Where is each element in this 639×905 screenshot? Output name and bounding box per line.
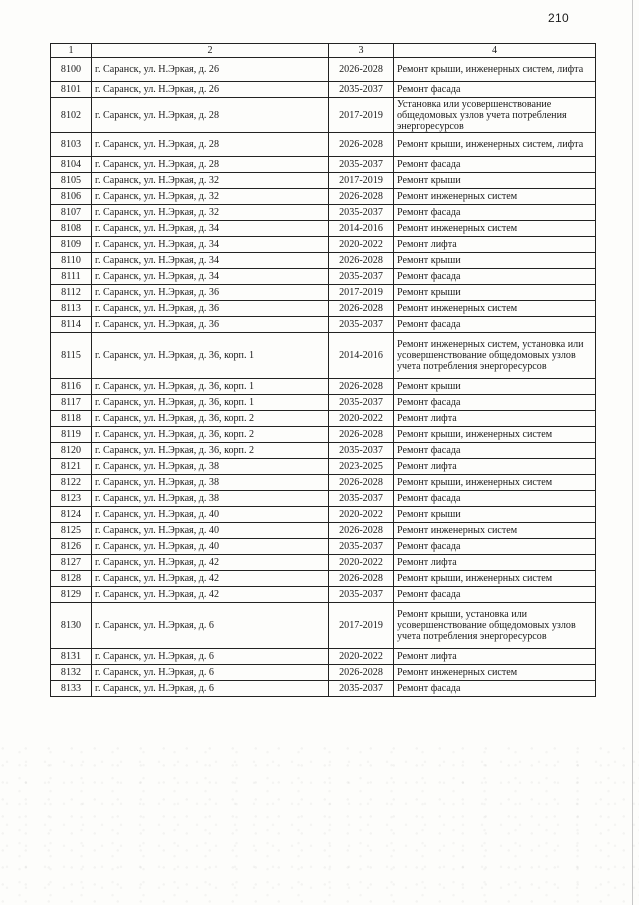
- row-period: 2035-2037: [329, 395, 394, 411]
- row-number: 8133: [51, 681, 92, 697]
- row-work-type: Ремонт инженерных систем: [394, 189, 596, 205]
- row-period: 2020-2022: [329, 507, 394, 523]
- row-work-type: Ремонт фасада: [394, 539, 596, 555]
- row-address: г. Саранск, ул. Н.Эркая, д. 42: [92, 555, 329, 571]
- row-number: 8129: [51, 587, 92, 603]
- table-row: [51, 459, 596, 475]
- table-row: [51, 269, 596, 285]
- row-work-type: Ремонт инженерных систем: [394, 523, 596, 539]
- table-row: [51, 133, 596, 157]
- row-work-type: Ремонт фасада: [394, 317, 596, 333]
- row-work-type: Установка или усовершенствование общедомовых узлов учета потребления энергоресурсов: [394, 98, 596, 133]
- row-period: 2026-2028: [329, 665, 394, 681]
- table-row: [51, 475, 596, 491]
- row-period: 2035-2037: [329, 157, 394, 173]
- row-number: 8115: [51, 333, 92, 379]
- column-header-work: 4: [394, 44, 596, 58]
- row-work-type: Ремонт крыши, инженерных систем, лифта: [394, 133, 596, 157]
- row-work-type: Ремонт инженерных систем: [394, 665, 596, 681]
- row-number: 8131: [51, 649, 92, 665]
- row-work-type: Ремонт крыши, инженерных систем: [394, 427, 596, 443]
- row-number: 8120: [51, 443, 92, 459]
- table-row: [51, 58, 596, 82]
- row-period: 2026-2028: [329, 475, 394, 491]
- row-period: 2035-2037: [329, 681, 394, 697]
- table-row: [51, 681, 596, 697]
- table-row: [51, 379, 596, 395]
- row-number: 8130: [51, 603, 92, 649]
- row-period: 2026-2028: [329, 253, 394, 269]
- row-number: 8102: [51, 98, 92, 133]
- table-row: [51, 587, 596, 603]
- row-number: 8122: [51, 475, 92, 491]
- row-address: г. Саранск, ул. Н.Эркая, д. 28: [92, 133, 329, 157]
- row-address: г. Саранск, ул. Н.Эркая, д. 40: [92, 523, 329, 539]
- row-number: 8132: [51, 665, 92, 681]
- row-period: 2026-2028: [329, 427, 394, 443]
- row-number: 8106: [51, 189, 92, 205]
- row-work-type: Ремонт лифта: [394, 459, 596, 475]
- row-number: 8118: [51, 411, 92, 427]
- row-work-type: Ремонт лифта: [394, 411, 596, 427]
- row-work-type: Ремонт фасада: [394, 587, 596, 603]
- row-period: 2023-2025: [329, 459, 394, 475]
- row-address: г. Саранск, ул. Н.Эркая, д. 36, корп. 1: [92, 379, 329, 395]
- row-address: г. Саранск, ул. Н.Эркая, д. 42: [92, 587, 329, 603]
- row-number: 8111: [51, 269, 92, 285]
- page-number: 210: [548, 11, 569, 25]
- table-row: [51, 555, 596, 571]
- table-row: [51, 173, 596, 189]
- row-work-type: Ремонт крыши: [394, 253, 596, 269]
- row-period: 2035-2037: [329, 82, 394, 98]
- row-work-type: Ремонт фасада: [394, 269, 596, 285]
- row-period: 2026-2028: [329, 379, 394, 395]
- row-address: г. Саранск, ул. Н.Эркая, д. 28: [92, 98, 329, 133]
- row-work-type: Ремонт крыши, установка или усовершенствование общедомовых узлов учета потребления энергоресурсов: [394, 603, 596, 649]
- row-period: 2017-2019: [329, 173, 394, 189]
- row-address: г. Саранск, ул. Н.Эркая, д. 36, корп. 2: [92, 443, 329, 459]
- row-number: 8119: [51, 427, 92, 443]
- row-number: 8117: [51, 395, 92, 411]
- row-period: 2014-2016: [329, 221, 394, 237]
- row-period: 2026-2028: [329, 133, 394, 157]
- row-work-type: Ремонт крыши, инженерных систем: [394, 571, 596, 587]
- row-number: 8123: [51, 491, 92, 507]
- row-number: 8125: [51, 523, 92, 539]
- row-period: 2035-2037: [329, 205, 394, 221]
- row-period: 2026-2028: [329, 189, 394, 205]
- row-number: 8126: [51, 539, 92, 555]
- column-header-address: 2: [92, 44, 329, 58]
- row-address: г. Саранск, ул. Н.Эркая, д. 6: [92, 665, 329, 681]
- row-address: г. Саранск, ул. Н.Эркая, д. 34: [92, 221, 329, 237]
- row-work-type: Ремонт лифта: [394, 237, 596, 253]
- row-number: 8110: [51, 253, 92, 269]
- row-number: 8101: [51, 82, 92, 98]
- row-work-type: Ремонт инженерных систем, установка или усовершенствование общедомовых узлов учета потребления энергоресурсов: [394, 333, 596, 379]
- row-address: г. Саранск, ул. Н.Эркая, д. 36, корп. 2: [92, 427, 329, 443]
- table-row: [51, 285, 596, 301]
- row-number: 8108: [51, 221, 92, 237]
- row-address: г. Саранск, ул. Н.Эркая, д. 34: [92, 237, 329, 253]
- table-row: [51, 157, 596, 173]
- table-row: [51, 333, 596, 379]
- row-address: г. Саранск, ул. Н.Эркая, д. 38: [92, 491, 329, 507]
- row-work-type: Ремонт инженерных систем: [394, 301, 596, 317]
- row-number: 8112: [51, 285, 92, 301]
- row-work-type: Ремонт фасада: [394, 681, 596, 697]
- table-row: [51, 603, 596, 649]
- row-address: г. Саранск, ул. Н.Эркая, д. 38: [92, 475, 329, 491]
- table-row: [51, 649, 596, 665]
- row-period: 2026-2028: [329, 523, 394, 539]
- row-address: г. Саранск, ул. Н.Эркая, д. 32: [92, 173, 329, 189]
- table-row: [51, 205, 596, 221]
- row-number: 8107: [51, 205, 92, 221]
- row-period: 2014-2016: [329, 333, 394, 379]
- row-period: 2035-2037: [329, 539, 394, 555]
- row-address: г. Саранск, ул. Н.Эркая, д. 6: [92, 603, 329, 649]
- row-period: 2017-2019: [329, 285, 394, 301]
- row-address: г. Саранск, ул. Н.Эркая, д. 26: [92, 82, 329, 98]
- table-row: [51, 665, 596, 681]
- table-row: [51, 189, 596, 205]
- row-period: 2035-2037: [329, 587, 394, 603]
- row-work-type: Ремонт крыши, инженерных систем: [394, 475, 596, 491]
- row-work-type: Ремонт крыши: [394, 173, 596, 189]
- row-period: 2026-2028: [329, 571, 394, 587]
- column-header-number: 1: [51, 44, 92, 58]
- table-row: [51, 491, 596, 507]
- row-number: 8104: [51, 157, 92, 173]
- row-number: 8121: [51, 459, 92, 475]
- row-number: 8124: [51, 507, 92, 523]
- row-number: 8109: [51, 237, 92, 253]
- row-number: 8103: [51, 133, 92, 157]
- row-address: г. Саранск, ул. Н.Эркая, д. 36, корп. 1: [92, 333, 329, 379]
- table-row: [51, 221, 596, 237]
- row-work-type: Ремонт фасада: [394, 395, 596, 411]
- row-work-type: Ремонт инженерных систем: [394, 221, 596, 237]
- row-work-type: Ремонт лифта: [394, 649, 596, 665]
- row-number: 8116: [51, 379, 92, 395]
- row-period: 2017-2019: [329, 603, 394, 649]
- row-work-type: Ремонт крыши: [394, 379, 596, 395]
- row-address: г. Саранск, ул. Н.Эркая, д. 34: [92, 253, 329, 269]
- table-row: [51, 237, 596, 253]
- table-row: [51, 98, 596, 133]
- row-work-type: Ремонт лифта: [394, 555, 596, 571]
- row-work-type: Ремонт фасада: [394, 157, 596, 173]
- row-work-type: Ремонт крыши, инженерных систем, лифта: [394, 58, 596, 82]
- row-address: г. Саранск, ул. Н.Эркая, д. 40: [92, 539, 329, 555]
- row-address: г. Саранск, ул. Н.Эркая, д. 34: [92, 269, 329, 285]
- row-period: 2035-2037: [329, 491, 394, 507]
- row-address: г. Саранск, ул. Н.Эркая, д. 42: [92, 571, 329, 587]
- row-address: г. Саранск, ул. Н.Эркая, д. 32: [92, 205, 329, 221]
- row-period: 2035-2037: [329, 443, 394, 459]
- row-address: г. Саранск, ул. Н.Эркая, д. 36: [92, 317, 329, 333]
- row-address: г. Саранск, ул. Н.Эркая, д. 26: [92, 58, 329, 82]
- row-number: 8113: [51, 301, 92, 317]
- scan-noise: [0, 745, 639, 905]
- table-row: [51, 571, 596, 587]
- row-period: 2035-2037: [329, 269, 394, 285]
- row-work-type: Ремонт фасада: [394, 443, 596, 459]
- repair-schedule-table: [50, 43, 596, 697]
- row-period: 2020-2022: [329, 237, 394, 253]
- row-address: г. Саранск, ул. Н.Эркая, д. 38: [92, 459, 329, 475]
- row-number: 8100: [51, 58, 92, 82]
- row-period: 2020-2022: [329, 411, 394, 427]
- row-period: 2020-2022: [329, 555, 394, 571]
- row-address: г. Саранск, ул. Н.Эркая, д. 32: [92, 189, 329, 205]
- row-work-type: Ремонт фасада: [394, 491, 596, 507]
- row-address: г. Саранск, ул. Н.Эркая, д. 36: [92, 285, 329, 301]
- row-period: 2017-2019: [329, 98, 394, 133]
- table-row: [51, 507, 596, 523]
- row-work-type: Ремонт крыши: [394, 507, 596, 523]
- table-row: [51, 301, 596, 317]
- row-address: г. Саранск, ул. Н.Эркая, д. 36, корп. 1: [92, 395, 329, 411]
- table-row: [51, 253, 596, 269]
- table-row: [51, 427, 596, 443]
- table-header-row: [51, 44, 596, 58]
- row-period: 2026-2028: [329, 58, 394, 82]
- column-header-period: 3: [329, 44, 394, 58]
- row-period: 2035-2037: [329, 317, 394, 333]
- row-work-type: Ремонт фасада: [394, 82, 596, 98]
- row-address: г. Саранск, ул. Н.Эркая, д. 36: [92, 301, 329, 317]
- table-row: [51, 539, 596, 555]
- row-address: г. Саранск, ул. Н.Эркая, д. 6: [92, 681, 329, 697]
- row-address: г. Саранск, ул. Н.Эркая, д. 6: [92, 649, 329, 665]
- table-row: [51, 443, 596, 459]
- row-number: 8128: [51, 571, 92, 587]
- row-number: 8105: [51, 173, 92, 189]
- row-work-type: Ремонт фасада: [394, 205, 596, 221]
- row-address: г. Саранск, ул. Н.Эркая, д. 36, корп. 2: [92, 411, 329, 427]
- table-row: [51, 317, 596, 333]
- table-row: [51, 82, 596, 98]
- row-address: г. Саранск, ул. Н.Эркая, д. 28: [92, 157, 329, 173]
- row-work-type: Ремонт крыши: [394, 285, 596, 301]
- row-period: 2020-2022: [329, 649, 394, 665]
- row-number: 8114: [51, 317, 92, 333]
- table-row: [51, 395, 596, 411]
- row-period: 2026-2028: [329, 301, 394, 317]
- row-number: 8127: [51, 555, 92, 571]
- row-address: г. Саранск, ул. Н.Эркая, д. 40: [92, 507, 329, 523]
- table-row: [51, 523, 596, 539]
- table-row: [51, 411, 596, 427]
